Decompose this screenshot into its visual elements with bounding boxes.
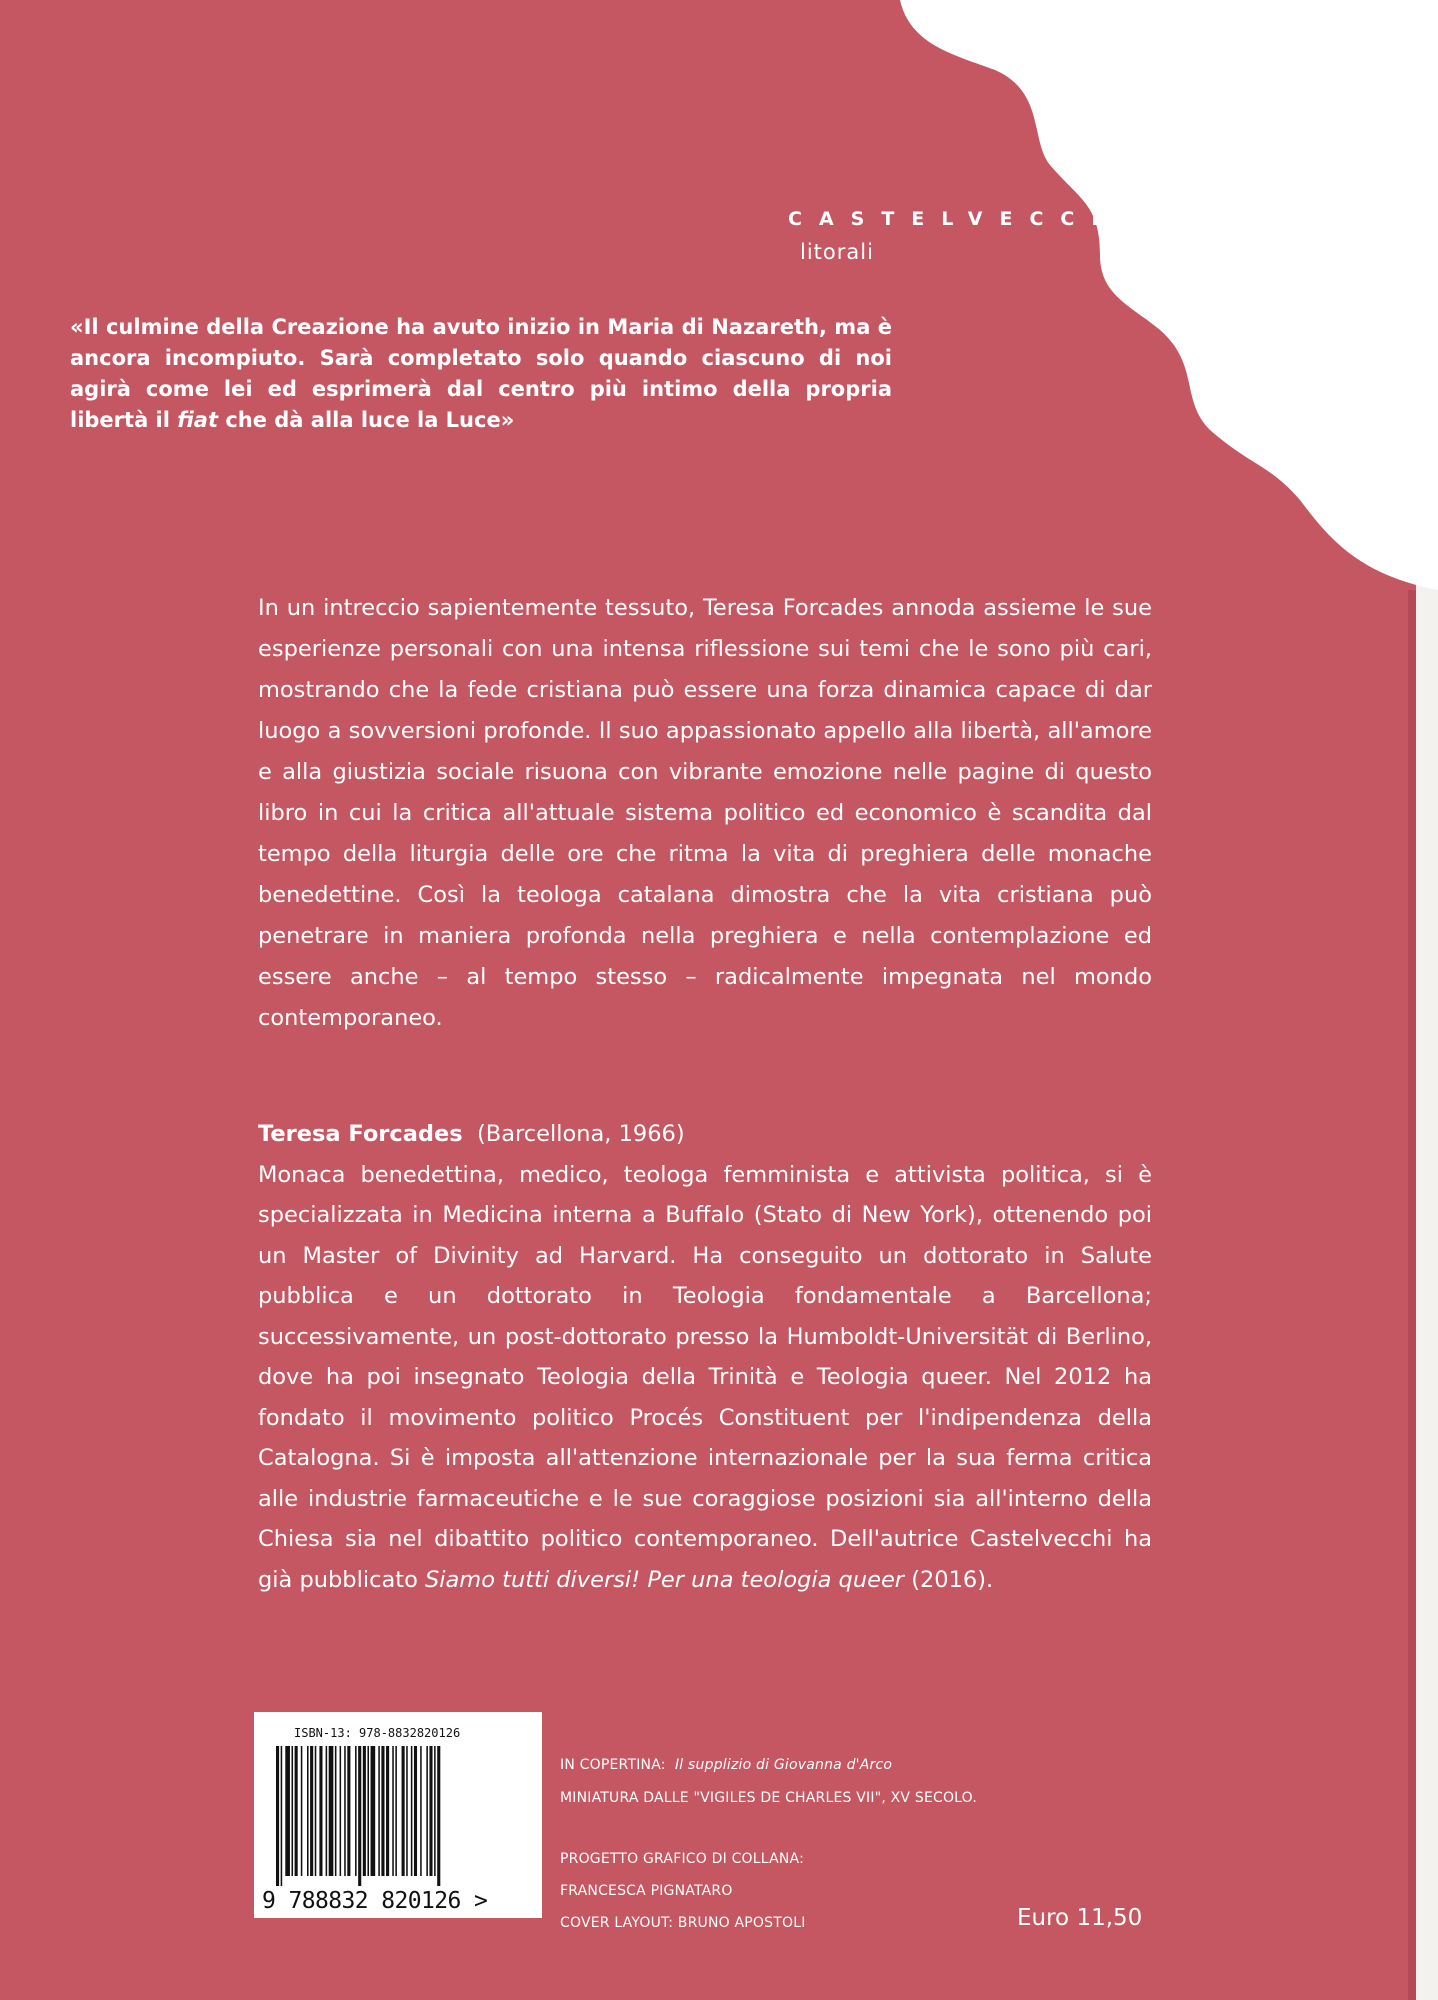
cover-layout-credit: COVER LAYOUT: BRUNO APOSTOLI [560,1915,806,1931]
epigraph-quote [70,312,892,436]
publisher-name: CASTELVECCHI [788,208,1149,230]
author-previous-book: Siamo tutti diversi! Per una teologia queer [424,1566,905,1593]
isbn-label: ISBN-13: 978-8832820126 [294,1726,461,1740]
author-name: Teresa Forcades [258,1121,463,1147]
cover-credit-label: IN COPERTINA: [560,1757,666,1773]
barcode-icon [276,1746,520,1886]
cover-artwork-title: Il supplizio di Giovanna d'Arco [674,1757,893,1773]
price: Euro 11,50 [1017,1905,1143,1931]
author-bio-end: (2016). [904,1566,994,1593]
cover-credit [560,1757,892,1773]
design-credit-label: PROGETTO GRAFICO DI COLLANA: [560,1851,804,1867]
quote-text: «Il culmine della Creazione ha avuto inizio in Maria di Nazareth, ma è ancora incompiuto. Sarà completato solo quando ciascuno di noi agirà come lei ed esprimerà dal centro più intimo della propria libertà il [70,315,892,432]
series-name: litorali [800,240,874,264]
designer-name: FRANCESCA PIGNATARO [560,1883,733,1899]
book-description: In un intreccio sapientemente tessuto, Teresa Forcades annoda assieme le sue esperienze personali con una intensa riflessione sui temi che le sono più cari, mostrando che la fede cristiana può essere una forza dinamica capace di dar luogo a sovversioni profonde. Il suo appassionato appello alla libertà, all'amore e alla giustizia sociale risuona con vibrante emozione nelle pagine di questo libro in cui la critica all'attuale sistema politico ed economico è scandita dal tempo della liturgia delle ore che ritma la vita di preghiera delle monache benedettine. Così la teologa catalana dimostra che la vita cristiana può penetrare in maniera profonda nella preghiera e nella contemplazione ed essere anche – al tempo stesso – radicalmente impegnata nel mondo contemporaneo. [258,595,1152,1031]
quote-italic-word: fiat [177,408,219,432]
author-bio [258,1114,1152,1600]
author-bio-text: Monaca benedettina, medico, teologa femminista e attivista politica, si è specializzata in Medicina interna a Buffalo (Stato di New York), ottenendo poi un Master of Divinity ad Harvard. Ha conseguito un dottorato in Salute pubblica e un dottorato in Teologia fondamentale a Barcellona; successivamente, un post-dottorato presso la Humboldt-Universität di Berlino, dove ha poi insegnato Teologia della Trinità e Teologia queer. Nel 2012 ha fondato il movimento politico Procés Constituent per l'indipendenza della Catalogna. Si è imposta all'attenzione internazionale per la sua ferma critica alle industrie farmaceutiche e le sue coraggiose posizioni sia all'interno della Chiesa sia nel dibattito politico contemporaneo. Dell'autrice Castelvecchi ha già pubblicato [258,1161,1152,1593]
isbn-digits: 9 788832 820126 > [262,1888,488,1914]
quote-text-end: che dà alla luce la Luce» [218,408,515,432]
author-origin: (Barcellona, 1966) [477,1121,685,1147]
decorative-white-wave [0,0,1438,600]
cover-source: MINIATURA DALLE "VIGILES DE CHARLES VII", XV SECOLO. [560,1790,977,1806]
cover-edge-shadow [1408,590,1416,2000]
barcode-panel [254,1712,542,1918]
